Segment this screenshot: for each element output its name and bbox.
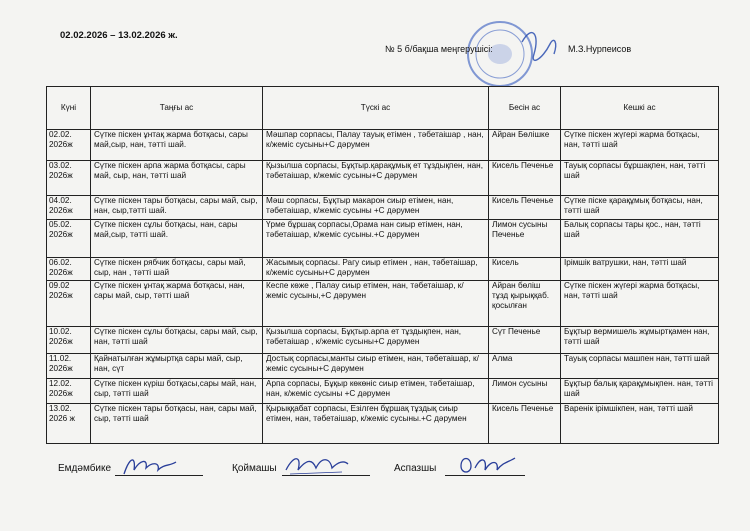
breakfast-cell: Сүтке піскен күріш ботқасы,сары май, нан, сыр, тәтті шай xyxy=(91,379,263,404)
lunch-cell: Қырыққабат сорпасы, Езілген бұршақ тұздық сиыр етімен, нан, тәбетаішар, к/жеміс сусыны.+С дәрумен xyxy=(263,404,489,444)
snack-cell: Лимон сусыны Печенье xyxy=(489,220,561,258)
table-row xyxy=(47,354,719,379)
day-cell: 09.02 2026ж xyxy=(47,281,91,327)
lunch-cell: Жасымық сорпасы. Рагу сиыр етімен , нан, тәбетаішар, к/жеміс сусыны+С дәрумен xyxy=(263,258,489,281)
lunch-cell: Қызылша сорпасы, Бұқтыр.арпа ет тұздықпен, нан, тәбетаішар , к/жеміс сусыны+С дәрумен xyxy=(263,327,489,354)
breakfast-cell: Сүтке піскен арпа жарма ботқасы, сары май, сыр, нан, тәтті шай xyxy=(91,161,263,196)
lunch-cell: Үрме бұршақ сорпасы,Орама нан сиыр етімен, нан, тәбетаішар, к/жеміс сусыны.+С дәрумен xyxy=(263,220,489,258)
breakfast-cell: Сүтке піскен рябчик ботқасы, сары май, сыр, нан , тәтті шай xyxy=(91,258,263,281)
table-header-row xyxy=(47,87,719,130)
dinner-cell: Сүтке піскен жүгері жарма ботқасы, нан, тәтті шай xyxy=(561,281,719,327)
breakfast-cell: Сүтке піскен тары ботқасы, нан, сары май, сыр, тәтті шай xyxy=(91,404,263,444)
dinner-cell: Варенік ірімшікпен, нан, тәтті шай xyxy=(561,404,719,444)
breakfast-cell: Сүтке піскен ұнтақ жарма ботқасы, нан, сары май, сыр, тәтті шай xyxy=(91,281,263,327)
lunch-cell: Мәшпар сорпасы, Палау тауық етімен , тәбетаішар , нан, к/жеміс сусыны+С дәрумен xyxy=(263,130,489,161)
dietitian-label: Емдәмбике xyxy=(58,463,112,474)
breakfast-cell: Сүтке піскен тары ботқасы, сары май, сыр, нан, сыр,тәтті шай. xyxy=(91,196,263,220)
snack-cell: Лимон сусыны xyxy=(489,379,561,404)
dinner-cell: Ірімшік ватрушки, нан, тәтті шай xyxy=(561,258,719,281)
dinner-cell: Тауық сорпасы бұршақпен, нан, тәтті шай xyxy=(561,161,719,196)
breakfast-cell: Сүтке піскен сұлы ботқасы, сары май, сыр, нан, тәтті шай xyxy=(91,327,263,354)
storekeeper-signature xyxy=(282,450,352,480)
table-row xyxy=(47,281,719,327)
table-row xyxy=(47,220,719,258)
column-header-snack: Бесін ас xyxy=(489,87,561,130)
dietitian-signature xyxy=(120,452,180,480)
day-cell: 04.02. 2026ж xyxy=(47,196,91,220)
cook-signature xyxy=(455,450,519,480)
kindergarten-head-title: № 5 б/бақша меңгерушісі: xyxy=(385,44,493,54)
dinner-cell: Бұқтыр вермишель жұмыртқамен нан, тәтті шай xyxy=(561,327,719,354)
menu-date-range: 02.02.2026 – 13.02.2026 ж. xyxy=(60,30,178,41)
breakfast-cell: Қайнатылған жұмыртқа сары май, сыр, нан, сүт xyxy=(91,354,263,379)
snack-cell: Кисель Печенье xyxy=(489,404,561,444)
kindergarten-head-name: М.З.Нурпеисов xyxy=(568,44,632,54)
dinner-cell: Балық сорпасы тары қос., нан, тәтті шай xyxy=(561,220,719,258)
lunch-cell: Қызылша сорпасы, Бұқтыр.қарақұмық ет тұздықпен, нан, тәбетаішар, к/жеміс сусыны+С дәрумен xyxy=(263,161,489,196)
snack-cell: Сүт Печенье xyxy=(489,327,561,354)
table-row xyxy=(47,379,719,404)
day-cell: 06.02. 2026ж xyxy=(47,258,91,281)
snack-cell: Кисель Печенье xyxy=(489,196,561,220)
dinner-cell: Бұқтыр балық қарақұмықпен. нан, тәтті шай xyxy=(561,379,719,404)
dinner-cell: Сүтке піске қарақұмық ботқасы, нан, тәтті шай xyxy=(561,196,719,220)
breakfast-cell: Сүтке піскен сұлы ботқасы, нан, сары май,сыр, тәтті шай. xyxy=(91,220,263,258)
day-cell: 03.02. 2026ж xyxy=(47,161,91,196)
table-row xyxy=(47,161,719,196)
weekly-menu-table xyxy=(46,86,719,444)
snack-cell: Айран Бөлішке xyxy=(489,130,561,161)
table-row xyxy=(47,404,719,444)
column-header-day: Күні xyxy=(47,87,91,130)
snack-cell: Алма xyxy=(489,354,561,379)
snack-cell: Кисель xyxy=(489,258,561,281)
table-row xyxy=(47,327,719,354)
cook-label: Аспазшы xyxy=(394,463,437,474)
official-seal-stamp xyxy=(462,14,572,94)
column-header-dinner: Кешкі ас xyxy=(561,87,719,130)
dinner-cell: Тауық сорпасы машпен нан, тәтті шай xyxy=(561,354,719,379)
lunch-cell: Достық сорпасы,манты сиыр етімен, нан, тәбетаішар, к/жеміс сусыны+С дәрумен xyxy=(263,354,489,379)
column-header-lunch: Түскі ас xyxy=(263,87,489,130)
day-cell: 12.02. 2026ж xyxy=(47,379,91,404)
storekeeper-label: Қоймашы xyxy=(232,463,277,474)
snack-cell: Кисель Печенье xyxy=(489,161,561,196)
snack-cell: Айран бөліш тұзд қырыққаб. қосылған xyxy=(489,281,561,327)
day-cell: 05.02. 2026ж xyxy=(47,220,91,258)
table-row xyxy=(47,196,719,220)
day-cell: 13.02. 2026 ж xyxy=(47,404,91,444)
dinner-cell: Сүтке піскен жүгері жарма ботқасы, нан, тәтті шай xyxy=(561,130,719,161)
lunch-cell: Мәш сорпасы, Бұқтыр макарон сиыр етімен, нан, тәбетаішар, к/жеміс сусыны +С дәрумен xyxy=(263,196,489,220)
column-header-breakfast: Таңғы ас xyxy=(91,87,263,130)
lunch-cell: Арпа сорпасы, Бұқыр көкөніс сиыр етімен, тәбетаішар, нан, к/жеміс сусыны +С дәрумен xyxy=(263,379,489,404)
day-cell: 02.02. 2026ж xyxy=(47,130,91,161)
table-row xyxy=(47,130,719,161)
table-row xyxy=(47,258,719,281)
lunch-cell: Кеспе көже , Палау сиыр етімен, нан, тәбетаішар, к/жеміс сусыны,+С дәрумен xyxy=(263,281,489,327)
breakfast-cell: Сүтке піскен ұнтақ жарма ботқасы, сары май,сыр, нан, тәтті шай. xyxy=(91,130,263,161)
day-cell: 10.02. 2026ж xyxy=(47,327,91,354)
day-cell: 11.02. 2026ж xyxy=(47,354,91,379)
